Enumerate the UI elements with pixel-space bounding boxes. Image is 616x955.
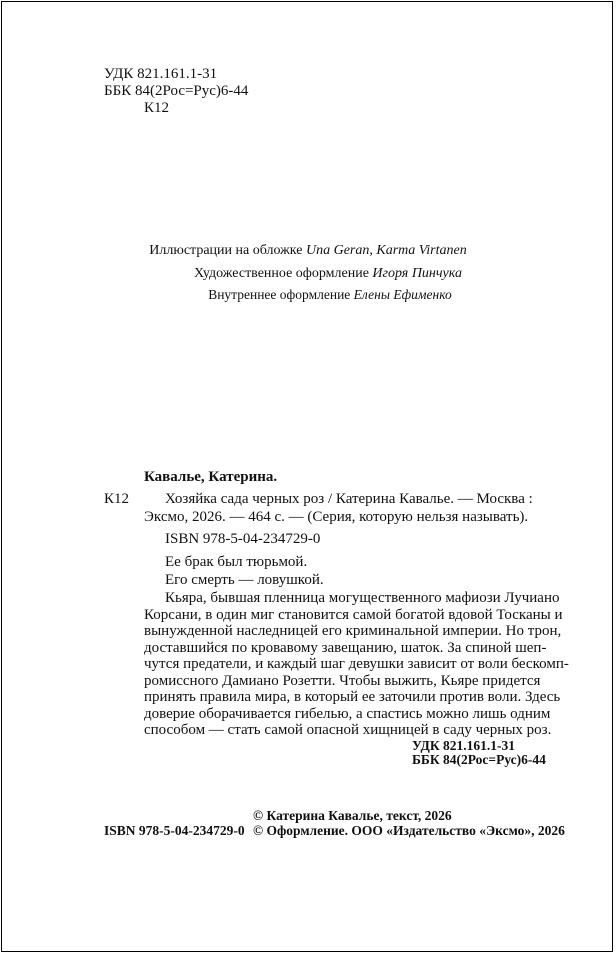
- annotation-line: ромиссного Дамиано Розетти. Чтобы выжить, Кьяре придется: [144, 672, 541, 689]
- bib-author-mark: К12: [104, 491, 130, 507]
- annotation-line: доставшийся по кровавому завещанию, шаток. За спиной шеп-: [144, 639, 547, 656]
- author-heading: Кавалье, Катерина.: [144, 469, 278, 485]
- credit-role: Внутреннее оформление: [208, 287, 351, 302]
- annotation-line: чутся предатели, и каждый шаг девушки зависит от воли бескомп-: [144, 656, 569, 672]
- credit-role: Иллюстрации на обложке: [149, 243, 303, 258]
- credit-person: Елены Ефименко: [353, 287, 452, 302]
- copyright-isbn: ISBN 978-5-04-234729-0: [104, 823, 245, 838]
- tagline-1: Ее брак был тюрьмой.: [165, 554, 308, 570]
- udk-code: УДК 821.161.1-31: [104, 66, 218, 82]
- annotation-line: доверие оборачивается гибелью, а спастись можно лишь одним: [144, 705, 551, 722]
- annotation-text: [144, 590, 569, 739]
- credit-role: Художественное оформление: [194, 266, 369, 281]
- copyright-text-line: © Катерина Кавалье, текст, 2026: [253, 808, 452, 823]
- credit-interior-design: [0, 287, 616, 303]
- credit-art-design: [0, 265, 616, 282]
- credit-cover-illustrations: [0, 242, 616, 259]
- tagline-2: Его смерть — ловушкой.: [165, 572, 324, 588]
- bbk-code: ББК 84(2Рос=Рус)6-44: [104, 83, 249, 99]
- bib-description-line-1: Хозяйка сада черных роз / Катерина Кавалье. — Москва :: [165, 491, 533, 507]
- annotation-line: Корсани, в один миг становится самой богатой вдовой Тосканы и: [144, 606, 563, 623]
- annotation-line: принять правила мира, в который ее заточили против воли. Здесь: [144, 689, 561, 705]
- bib-description-line-2: Эксмо, 2026. — 464 с. — (Серия, которую нельзя называть).: [144, 509, 529, 525]
- bib-isbn: ISBN 978-5-04-234729-0: [165, 531, 321, 547]
- copyright-design-line: © Оформление. ООО «Издательство «Эксмо», 2026: [253, 823, 565, 838]
- author-mark: К12: [144, 100, 170, 116]
- credit-person: Una Geran, Karma Virtanen: [305, 243, 467, 258]
- footer-udk-code: УДК 821.161.1-31: [412, 738, 515, 753]
- footer-bbk-code: ББК 84(2Рос=Рус)6-44: [412, 752, 546, 767]
- annotation-line: вынужденной наследницей его криминальной империи. Но трон,: [144, 623, 562, 639]
- credit-person: Игоря Пинчука: [372, 266, 462, 281]
- annotation-line: способом — стать самой опасной хищницей в саду черных роз.: [144, 722, 552, 738]
- annotation-line: Кьяра, бывшая пленница могущественного мафиози Лучиано: [165, 590, 560, 606]
